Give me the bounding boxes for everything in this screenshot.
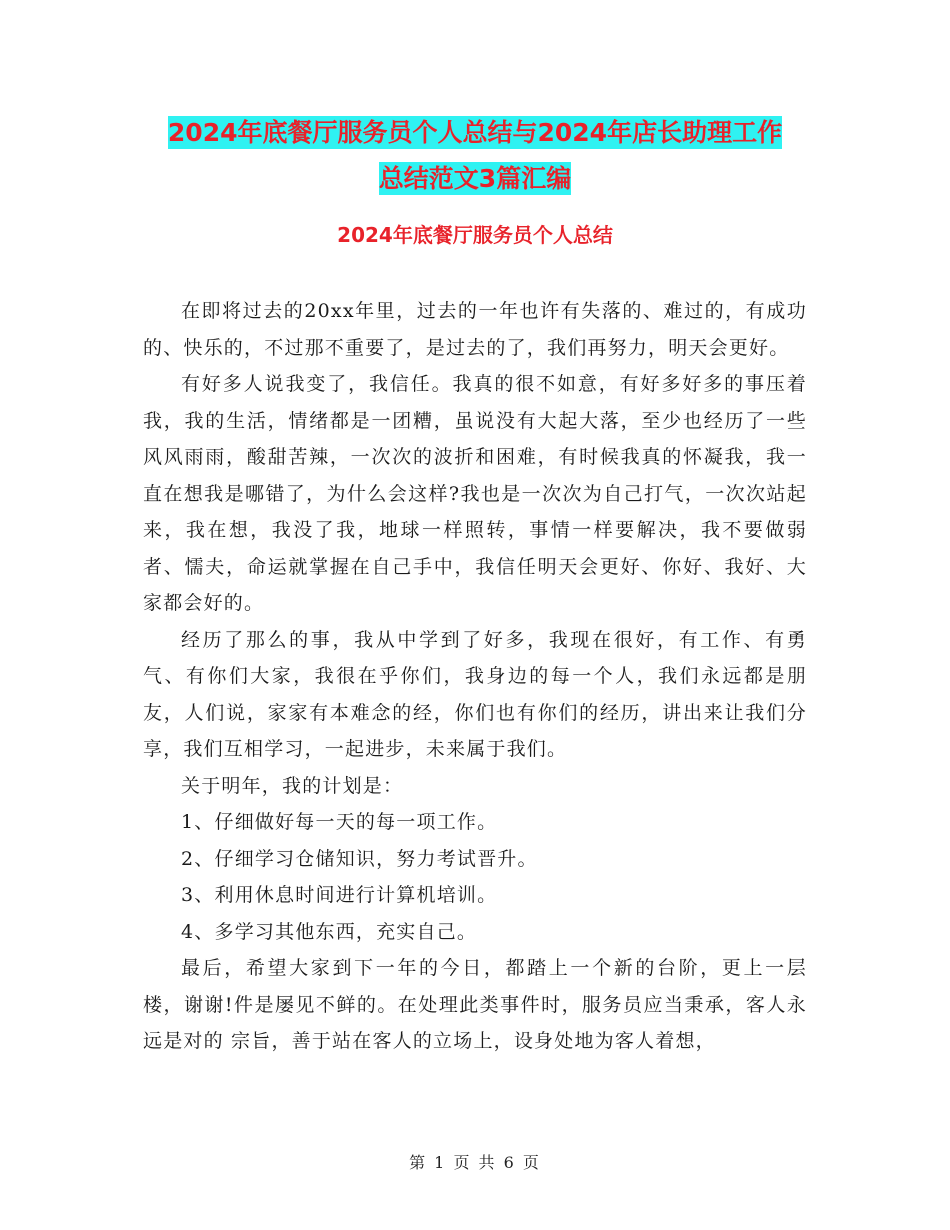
list-item: 4、多学习其他东西，充实自己。 <box>181 920 478 943</box>
list-item: 1、仔细做好每一天的每一项工作。 <box>181 811 498 833</box>
paragraph: 有好多人说我变了，我信任。我真的很不如意，有好多好多的事压着我，我的生活，情绪都是一团糟，虽说没有大起大落，至少也经历了一些风风雨雨，酸甜苦辣，一次次的波折和困难，有时候我真的怀凝我，我一直在想我是哪错了，为什么会这样?我也是一次次为自己打气，一次次站起来，我在想，我没了我，地球一样照转，事情一样要解决，我不要做弱者、懦夫，命运就掌握在自己手中，我信任明天会更好、你好、我好、大家都会好的。 <box>143 373 807 614</box>
document-body <box>143 293 807 1060</box>
section-title: 2024年底餐厅服务员个人总结 <box>337 223 613 247</box>
document-title <box>0 110 950 202</box>
paragraph: 关于明年，我的计划是： <box>181 774 404 797</box>
paragraph: 在即将过去的20xx年里，过去的一年也许有失落的、难过的，有成功的、快乐的，不过那不重要了，是过去的了，我们再努力，明天会更好。 <box>143 300 807 359</box>
list-item: 2、仔细学习仓储知识，努力考试晋升。 <box>181 847 538 870</box>
paragraph: 经历了那么的事，我从中学到了好多，我现在很好，有工作、有勇气、有你们大家，我很在乎你们，我身边的每一个人，我们永远都是朋友，人们说，家家有本难念的经，你们也有你们的经历，讲出来让我们分享，我们互相学习，一起进步，未来属于我们。 <box>143 628 807 760</box>
title-line-2: 总结范文3篇汇编 <box>378 164 572 193</box>
page-footer: 第 1 页 共 6 页 <box>409 1153 541 1172</box>
title-line-1: 2024年底餐厅服务员个人总结与2024年店长助理工作 <box>167 118 783 147</box>
paragraph: 最后，希望大家到下一年的今日，都踏上一个新的台阶，更上一层楼，谢谢!件是屡见不鲜的。在处理此类事件时，服务员应当秉承，客人永远是对的 宗旨，善于站在客人的立场上，设身处地为客人着想， <box>143 957 807 1052</box>
list-item: 3、利用休息时间进行计算机培训。 <box>181 884 498 906</box>
